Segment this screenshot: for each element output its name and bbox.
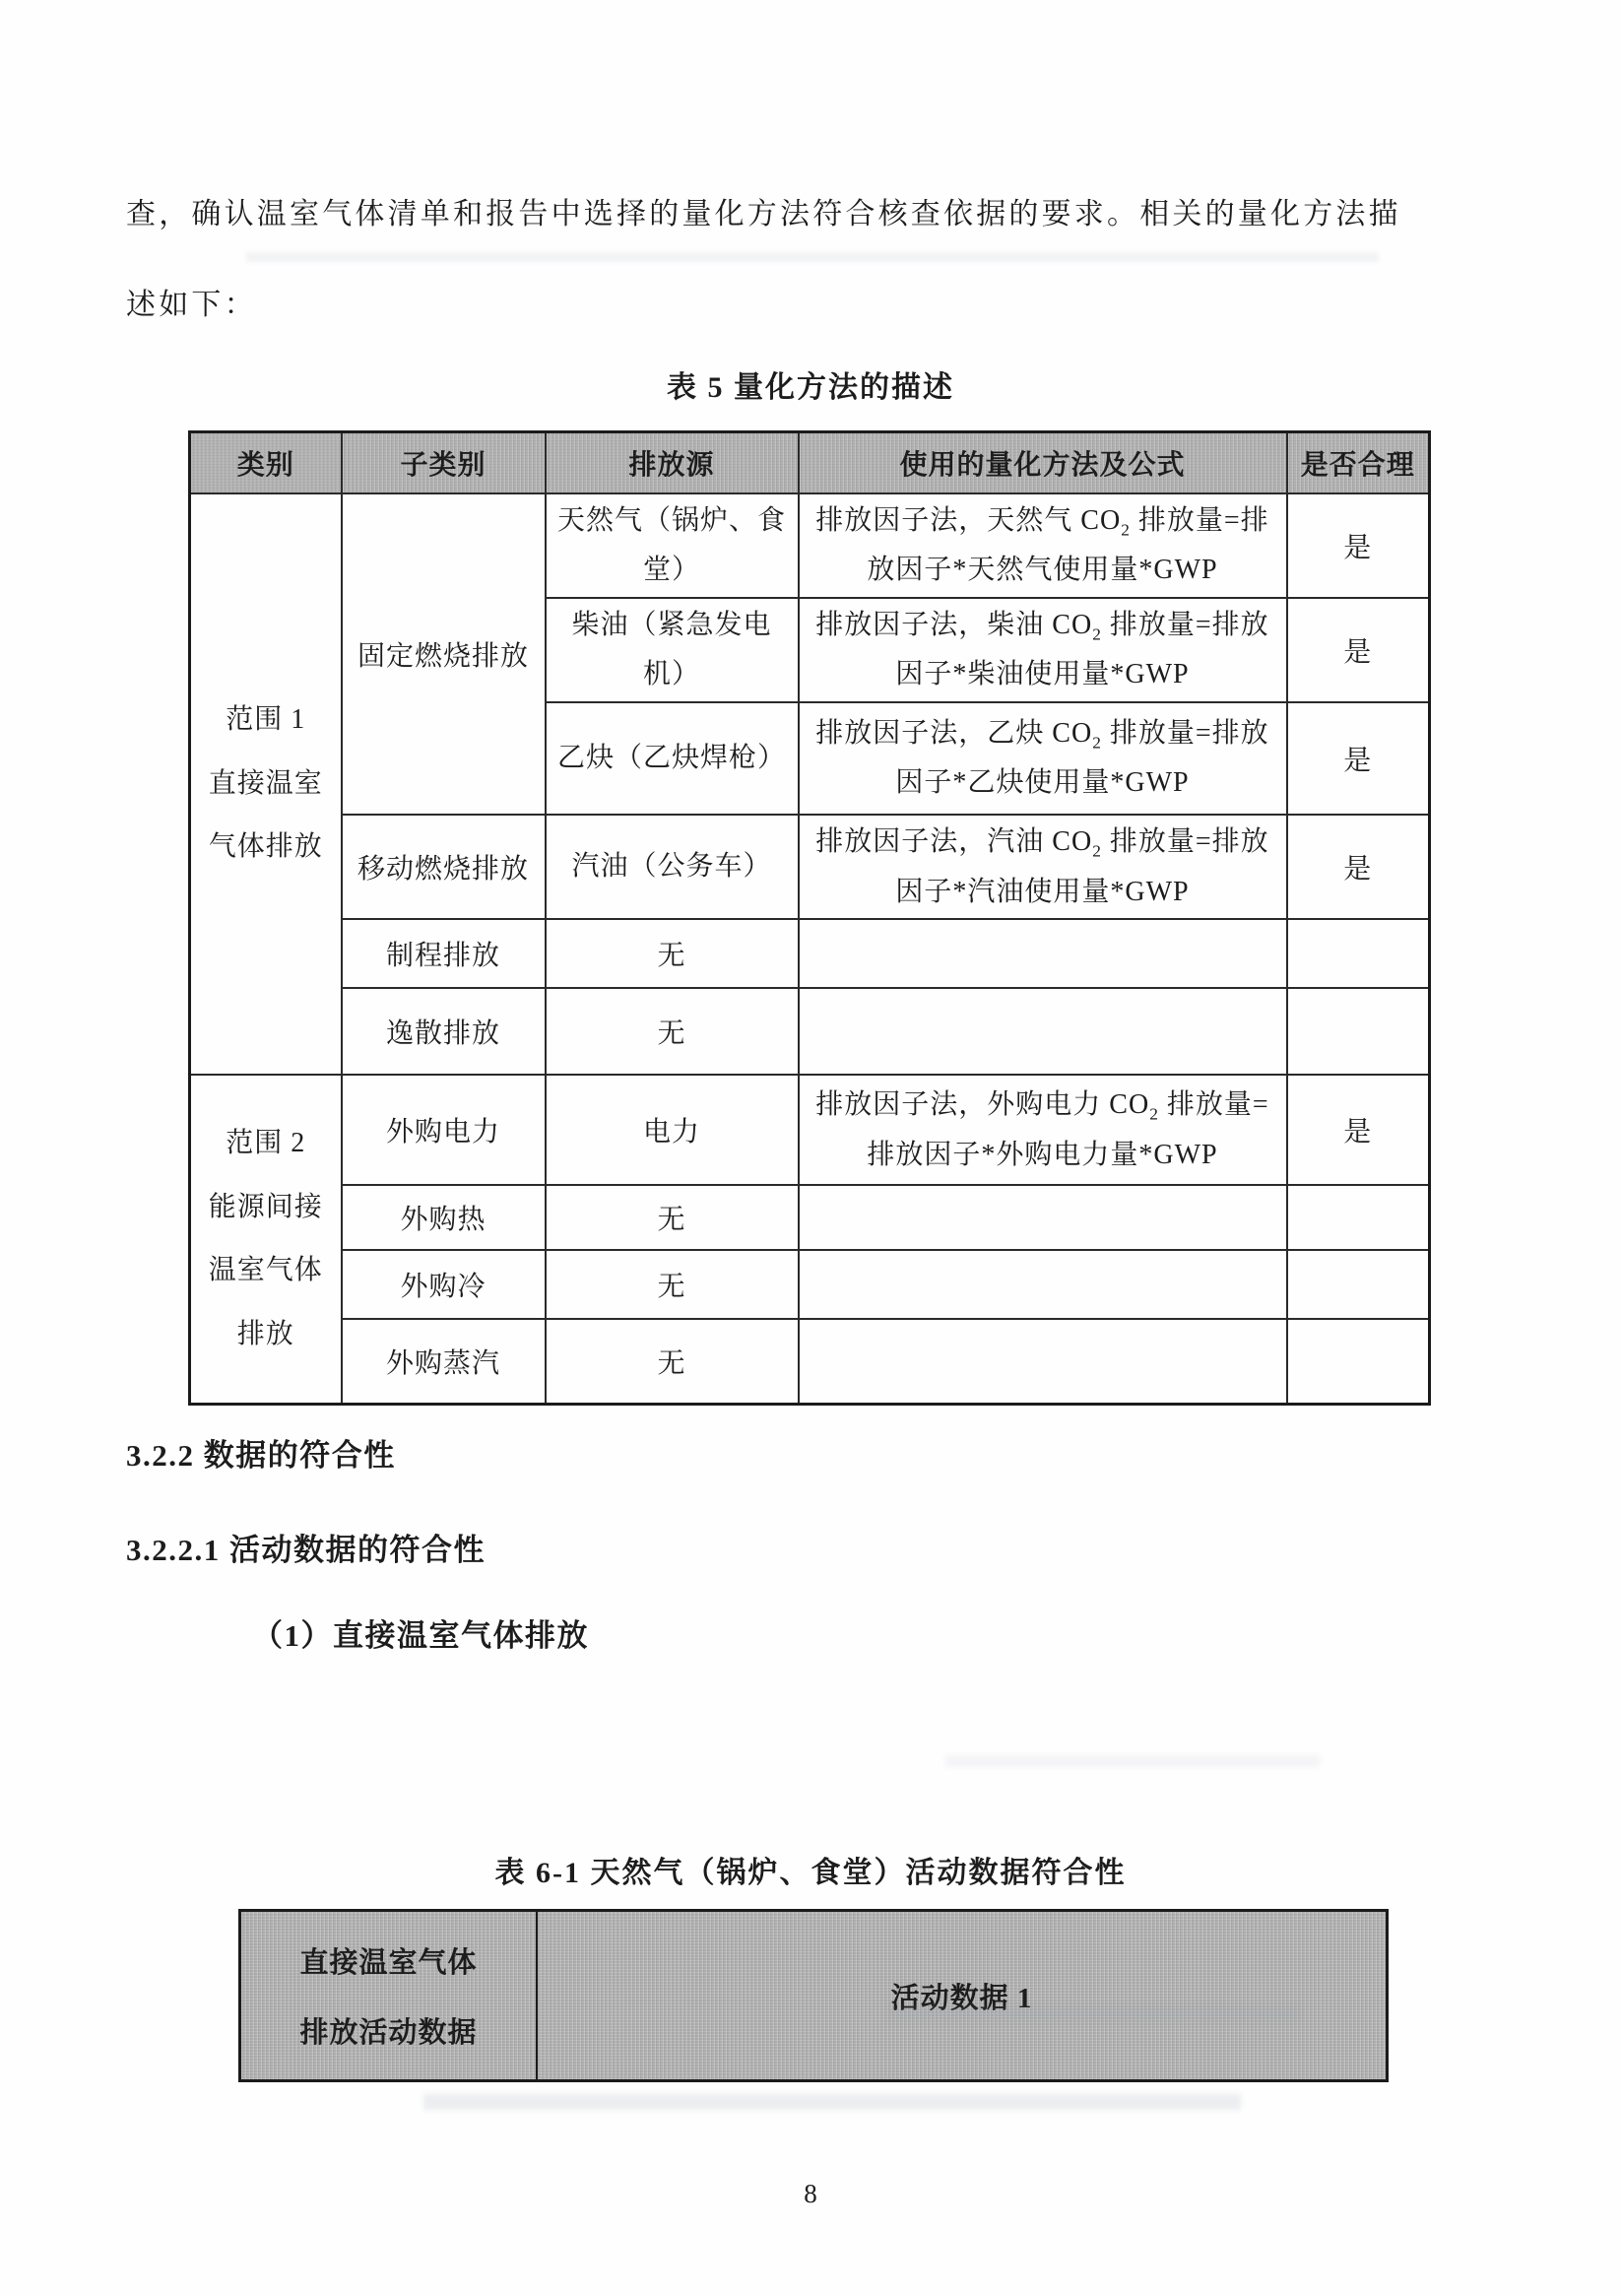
cell-source-gasoline: 汽油（公务车） [546,815,799,919]
table-row [190,493,1430,598]
co2-subscript: 2 [1092,733,1102,753]
scope1-line2: 直接温室气体排放 [208,767,323,863]
cell-subcat-electricity: 外购电力 [342,1075,546,1185]
table6 [238,1909,1389,2082]
cell-source-acetylene: 乙炔（乙炔焊枪） [546,702,799,815]
method-text: 排放因子法，汽油 CO [815,826,1093,858]
cell-reasonable-fugitive [1287,988,1430,1075]
co2-subscript: 2 [1092,841,1102,861]
table6-value-cell: 活动数据 1 [890,1982,1033,2014]
table-row [190,815,1430,919]
cell-method-natural-gas [799,493,1287,598]
scope2-line1: 范围 2 [226,1128,306,1159]
co2-subscript: 2 [1092,624,1102,644]
table-row [190,919,1430,988]
cell-source-steam: 无 [546,1319,799,1404]
cell-source-cooling: 无 [546,1250,799,1319]
table-row [190,1185,1430,1250]
co2-subscript: 2 [1121,520,1131,540]
method-text: 排放量=排放因子*外购电力量*GWP [867,1089,1269,1170]
cell-scope2 [190,1075,342,1404]
cell-source-process: 无 [546,919,799,988]
header-method: 使用的量化方法及公式 [799,432,1287,493]
method-text: 排放量=排放因子*汽油使用量*GWP [895,826,1269,907]
section-heading-item1: （1）直接温室气体排放 [252,1618,589,1653]
cell-method-steam [799,1319,1287,1404]
method-text: 排放因子法，外购电力 CO [815,1089,1150,1121]
cell-method-process [799,919,1287,988]
scope1-line1: 范围 1 [226,704,306,736]
cell-reasonable-steam [1287,1319,1430,1404]
cell-subcat-fugitive: 逸散排放 [342,988,546,1075]
co2-subscript: 2 [1149,1104,1159,1124]
cell-source-diesel: 柴油（紧急发电机） [546,598,799,702]
method-text: 排放量=排放因子*乙炔使用量*GWP [895,717,1269,799]
cell-method-cooling [799,1250,1287,1319]
table5-caption: 表 5 量化方法的描述 [667,371,954,404]
cell-scope1 [190,493,342,1076]
table6-row-header-line2: 排放活动数据 [299,2017,478,2049]
table-row [190,1075,1430,1185]
cell-method-diesel [799,598,1287,702]
cell-subcat-mobile: 移动燃烧排放 [342,815,546,919]
cell-reasonable-natural-gas: 是 [1287,493,1430,598]
scope2-line2: 能源间接温室气体排放 [208,1191,323,1349]
method-text: 排放量=排放因子*天然气使用量*GWP [867,504,1269,585]
cell-reasonable-process [1287,919,1430,988]
table5 [188,430,1428,1406]
header-source: 排放源 [546,432,799,493]
table6-row-header-line1: 直接温室气体 [299,1947,478,1979]
table6-caption: 表 6-1 天然气（锅炉、食堂）活动数据符合性 [494,1857,1127,1889]
cell-subcat-process: 制程排放 [342,919,546,988]
cell-method-acetylene [799,702,1287,815]
cell-source-electricity: 电力 [546,1075,799,1185]
cell-method-heat [799,1185,1287,1250]
table-row [190,988,1430,1075]
cell-method-gasoline [799,815,1287,919]
table6-row-header [241,1912,538,2079]
page-number: 8 [804,2179,817,2208]
cell-method-fugitive [799,988,1287,1075]
cell-reasonable-heat [1287,1185,1430,1250]
header-category: 类别 [190,432,342,493]
cell-subcat-fixed: 固定燃烧排放 [342,493,546,816]
cell-reasonable-diesel: 是 [1287,598,1430,702]
method-text: 排放因子法，天然气 CO [815,504,1122,536]
header-subcategory: 子类别 [342,432,546,493]
header-reasonable: 是否合理 [1287,432,1430,493]
scan-artifact [246,252,1379,262]
intro-paragraph-line1: 查，确认温室气体清单和报告中选择的量化方法符合核查依据的要求。相关的量化方法描 [126,198,1401,230]
cell-source-heat: 无 [546,1185,799,1250]
cell-source-natural-gas: 天然气（锅炉、食堂） [546,493,799,598]
cell-reasonable-electricity: 是 [1287,1075,1430,1185]
table-row [190,1250,1430,1319]
method-text: 排放因子法，乙炔 CO [815,717,1093,749]
table5-header-row [190,432,1430,493]
cell-subcat-steam: 外购蒸汽 [342,1319,546,1404]
scan-artifact [423,2094,1241,2110]
table-row [190,1319,1430,1404]
section-heading-322: 3.2.2 数据的符合性 [126,1438,396,1473]
cell-reasonable-gasoline: 是 [1287,815,1430,919]
method-text: 排放因子法，柴油 CO [815,609,1093,640]
cell-reasonable-cooling [1287,1250,1430,1319]
intro-paragraph-line2: 述如下： [126,289,257,321]
cell-method-electricity [799,1075,1287,1185]
cell-subcat-cooling: 外购冷 [342,1250,546,1319]
cell-subcat-heat: 外购热 [342,1185,546,1250]
cell-reasonable-acetylene: 是 [1287,702,1430,815]
cell-source-fugitive: 无 [546,988,799,1075]
section-heading-3221: 3.2.2.1 活动数据的符合性 [126,1533,486,1567]
scan-artifact [945,1755,1320,1767]
method-text: 排放量=排放因子*柴油使用量*GWP [895,609,1269,690]
